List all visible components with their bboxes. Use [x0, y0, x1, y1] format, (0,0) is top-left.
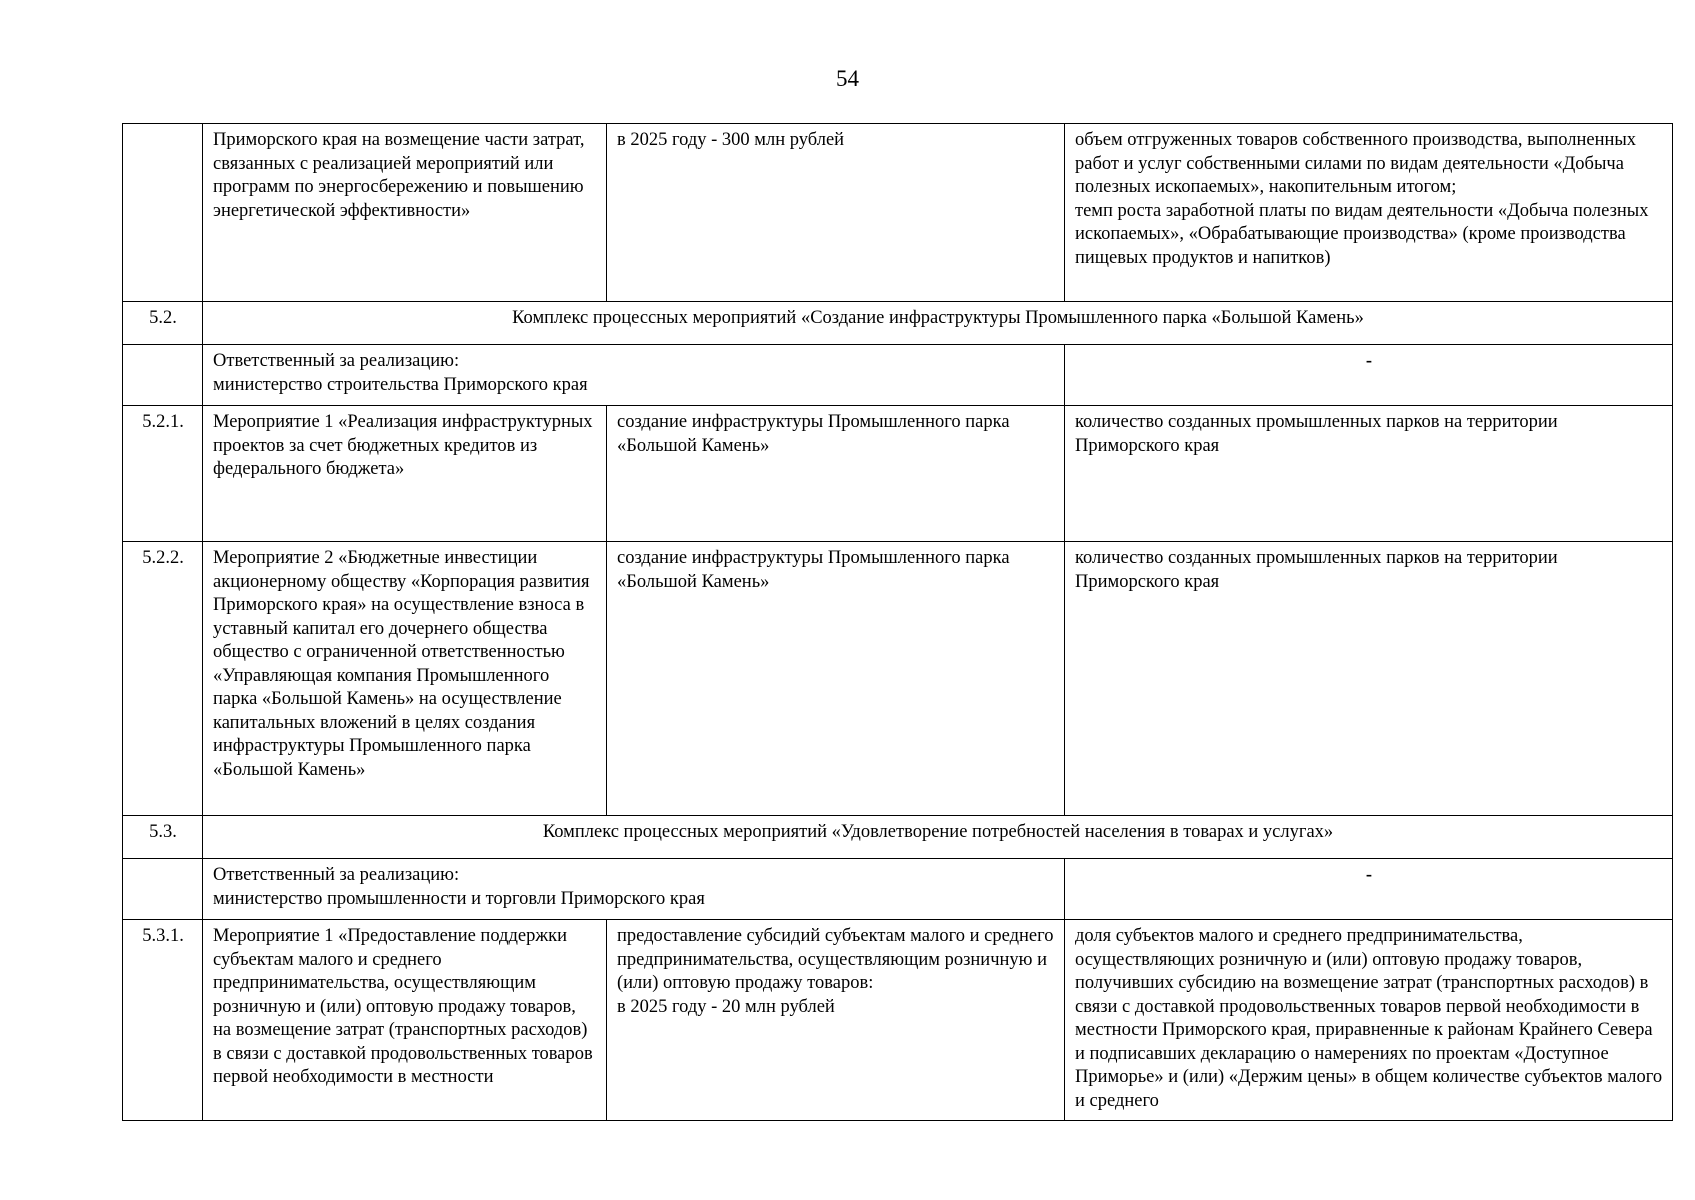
- result-cell: в 2025 году - 300 млн рублей: [607, 124, 1065, 302]
- task-cell: Приморского края на возмещение части затрат, связанных с реализацией мероприятий или программ по энергосбережению и повышению энергетической эффективности»: [203, 124, 607, 302]
- section-number: 5.3.: [123, 816, 203, 859]
- responsible-row-5-2: [123, 345, 1673, 406]
- result-cell: создание инфраструктуры Промышленного парка «Большой Камень»: [607, 542, 1065, 816]
- responsible-cell: Ответственный за реализацию: министерство промышленности и торговли Приморского края: [203, 859, 1065, 920]
- section-row-5-3: [123, 816, 1673, 859]
- row-number: 5.2.2.: [123, 542, 203, 816]
- result-cell: создание инфраструктуры Промышленного парка «Большой Камень»: [607, 406, 1065, 542]
- program-table: [122, 123, 1673, 1121]
- indicator-cell: количество созданных промышленных парков на территории Приморского края: [1065, 542, 1673, 816]
- row-number-cell: [123, 124, 203, 302]
- section-title: Комплекс процессных мероприятий «Удовлетворение потребностей населения в товарах и услугах»: [203, 816, 1673, 859]
- section-number: 5.2.: [123, 302, 203, 345]
- task-cell: Мероприятие 2 «Бюджетные инвестиции акционерному обществу «Корпорация развития Приморского края» на осуществление взноса в уставный капитал его дочернего общества общество с ограниченной ответственностью «Управляющая компания Промышленного парка «Большой Камень» на осуществление капитальных вложений в целях создания инфраструктуры Промышленного парка «Большой Камень»: [203, 542, 607, 816]
- indicator-cell: объем отгруженных товаров собственного производства, выполненных работ и услуг собственными силами по видам деятельности «Добыча полезных ископаемых», накопительным итогом; темп роста заработной платы по видам деятельности «Добыча полезных ископаемых», «Обрабатывающие производства» (кроме производства пищевых продуктов и напитков): [1065, 124, 1673, 302]
- section-title: Комплекс процессных мероприятий «Создание инфраструктуры Промышленного парка «Большой Камень»: [203, 302, 1673, 345]
- dash-cell: -: [1065, 859, 1673, 920]
- indicator-cell: доля субъектов малого и среднего предпринимательства, осуществляющих розничную и (или) оптовую продажу товаров, получивших субсидию на возмещение затрат (транспортных расходов) в связи с доставкой продовольственных товаров первой необходимости в местности Приморского края, приравненные к районам Крайнего Севера и подписавших декларацию о намерениях по проектам «Доступное Приморье» и (или) «Держим цены» в общем количестве субъектов малого и среднего: [1065, 920, 1673, 1121]
- result-cell: предоставление субсидий субъектам малого и среднего предпринимательства, осуществляющим розничную и (или) оптовую продажу товаров: в 2025 году - 20 млн рублей: [607, 920, 1065, 1121]
- row-number: 5.2.1.: [123, 406, 203, 542]
- table-row-5-2-1: [123, 406, 1673, 542]
- responsible-cell: Ответственный за реализацию: министерство строительства Приморского края: [203, 345, 1065, 406]
- page-number: 54: [836, 66, 859, 91]
- task-cell: Мероприятие 1 «Предоставление поддержки субъектам малого и среднего предпринимательства, осуществляющим розничную и (или) оптовую продажу товаров, на возмещение затрат (транспортных расходов) в связи с доставкой продовольственных товаров первой необходимости в местности: [203, 920, 607, 1121]
- row-number-cell: [123, 859, 203, 920]
- row-number: 5.3.1.: [123, 920, 203, 1121]
- table-row-5-3-1: [123, 920, 1673, 1121]
- table-row-continuation: [123, 124, 1673, 302]
- task-cell: Мероприятие 1 «Реализация инфраструктурных проектов за счет бюджетных кредитов из федерального бюджета»: [203, 406, 607, 542]
- dash-cell: -: [1065, 345, 1673, 406]
- section-row-5-2: [123, 302, 1673, 345]
- indicator-cell: количество созданных промышленных парков на территории Приморского края: [1065, 406, 1673, 542]
- table-row-5-2-2: [123, 542, 1673, 816]
- responsible-row-5-3: [123, 859, 1673, 920]
- row-number-cell: [123, 345, 203, 406]
